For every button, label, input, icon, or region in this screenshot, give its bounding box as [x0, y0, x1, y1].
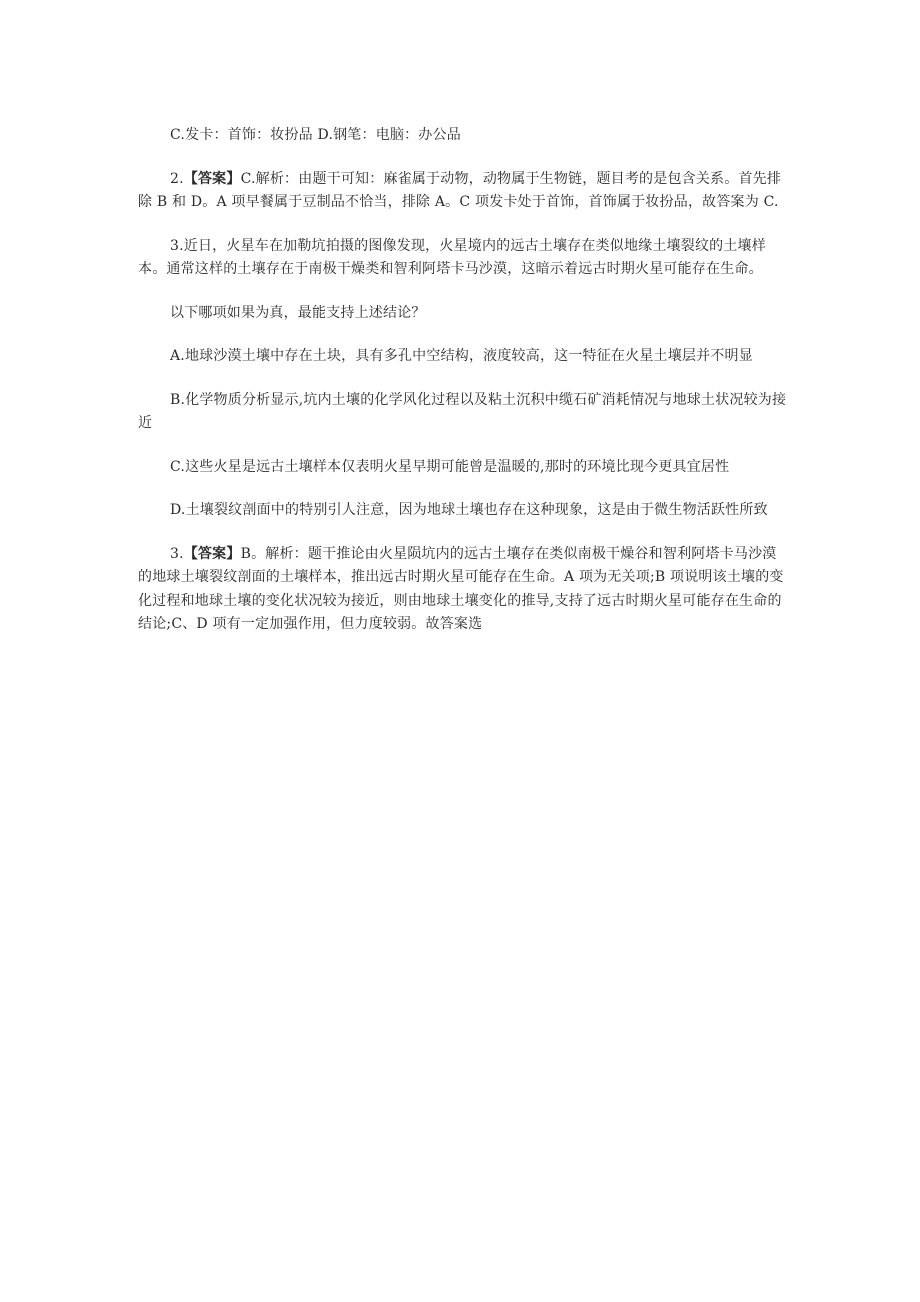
question-3-prompt [138, 302, 788, 326]
option-c-d-line [138, 124, 788, 148]
question-3-stem [138, 235, 788, 282]
answer-tag: 【答案】 [183, 545, 241, 562]
option-a [138, 345, 788, 369]
answer-number: 3. [170, 545, 184, 562]
paragraph-text: 3.近日，火星车在加勒坑拍摄的图像发现，火星境内的远古土壤存在类似地缘土壤裂纹的土壤样本。通常这样的土壤存在于南极干燥类和智利阿塔卡马沙漠，这暗示着远古时期火星可能存在生命。 [138, 237, 766, 277]
paragraph-text: C.这些火星是远古土壤样本仅表明火星早期可能曾是温暖的,那时的环境比现今更具宜居性 [170, 458, 730, 475]
document-body [138, 124, 788, 657]
paragraph-text: B.化学物质分析显示,坑内土壤的化学风化过程以及粘土沉积中缆石矿消耗情况与地球土状况较为接近 [138, 391, 787, 431]
paragraph-text: C.发卡：首饰：妆扮品 D.钢笔：电脑：办公品 [170, 127, 461, 143]
option-d [138, 499, 788, 523]
answer-3-paragraph [138, 543, 788, 637]
paragraph-text: D.土壤裂纹剖面中的特别引人注意，因为地球土壤也存在这种现象，这是由于微生物活跃性所致 [170, 502, 768, 518]
answer-2-paragraph [138, 168, 788, 215]
answer-text: C.解析：由题干可知：麻雀属于动物，动物属于生物链，题目考的是包含关系。首先排除 B 和 D。A 项早餐属于豆制品不恰当，排除 A。C 项发卡处于首饰，首饰属于妆扮品，故答案为 C. [138, 170, 782, 210]
answer-tag: 【答案】 [183, 170, 241, 187]
option-b [138, 389, 788, 436]
option-c [138, 456, 788, 480]
answer-text: B。解析：题干推论由火星陨坑内的远古土壤存在类似南极干燥谷和智利阿塔卡马沙漠的地球土壤裂纹剖面的土壤样本，推出远古时期火星可能存在生命。A 项为无关项;B 项说明该土壤的变化过程和地球土壤的变化状况较为接近，则由地球土壤变化的推导,支持了远古时期火星可能存在生命的结论;C、D 项有一定加强作用，但力度较弱。故答案选 [138, 545, 784, 632]
answer-number: 2. [170, 170, 184, 187]
paragraph-text: A.地球沙漠土壤中存在土块，具有多孔中空结构，液度较高，这一特征在火星土壤层并不明显 [170, 348, 753, 364]
paragraph-text: 以下哪项如果为真，最能支持上述结论？ [170, 304, 426, 321]
